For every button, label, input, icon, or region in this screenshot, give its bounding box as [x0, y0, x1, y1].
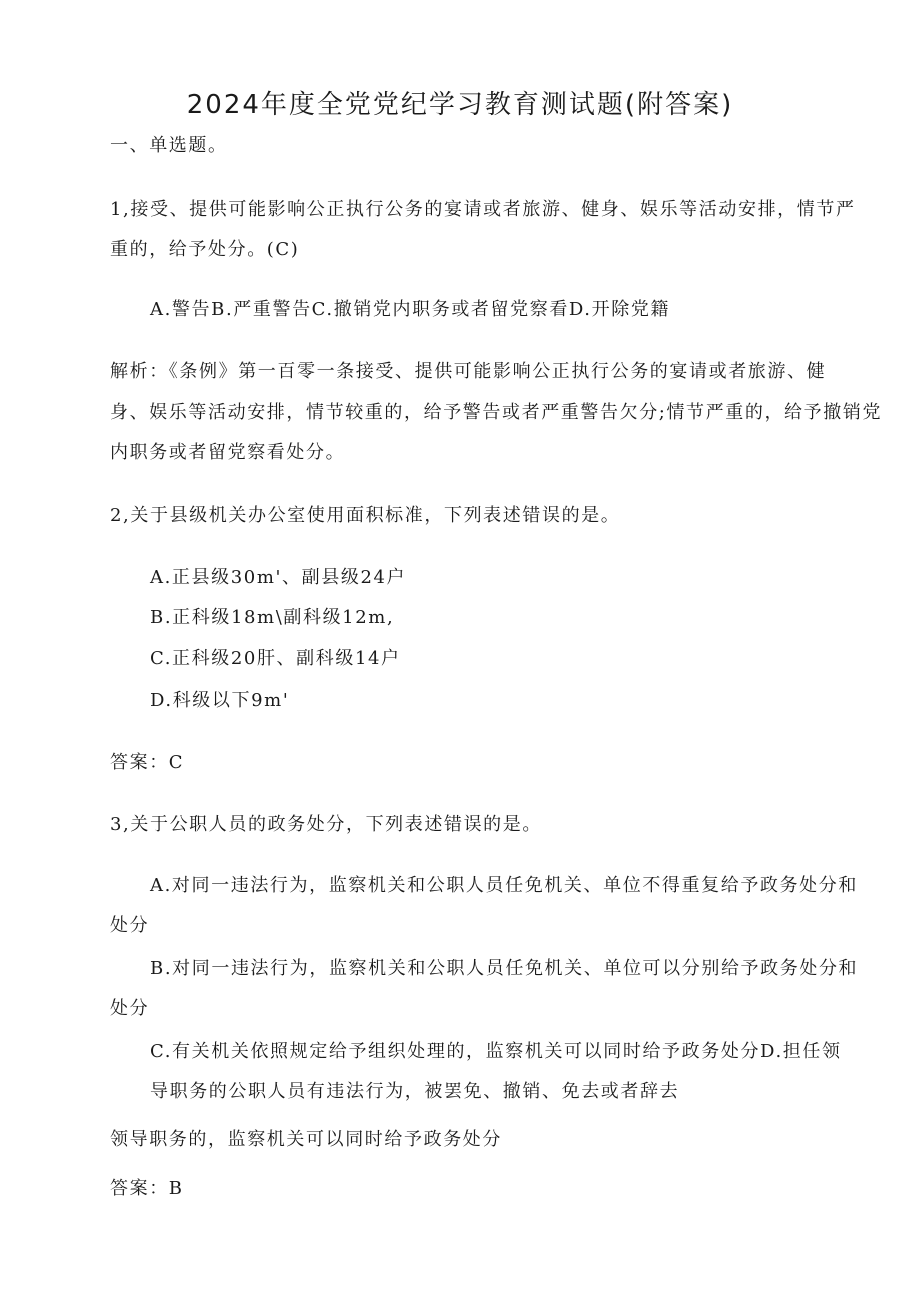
- question-3-option-b-line1: B.对同一违法行为，监察机关和公职人员任免机关、单位可以分别给予政务处分和: [150, 958, 859, 979]
- question-2-stem: 2,关于县级机关办公室使用面积标准，下列表述错误的是。: [110, 505, 621, 526]
- question-3-answer: 答案：B: [110, 1178, 184, 1199]
- question-1-options: A.警告B.严重警告C.撤销党内职务或者留党察看D.开除党籍: [150, 299, 671, 320]
- question-1-analysis-line1: 解析：《条例》第一百零一条接受、提供可能影响公正执行公务的宴请或者旅游、健: [110, 361, 827, 382]
- question-3-option-b-line2: 处分: [110, 998, 150, 1019]
- question-1-analysis-line3: 内职务或者留党察看处分。: [110, 442, 346, 463]
- question-2-option-a: A.正县级30m'、副县级24户: [150, 567, 407, 588]
- question-3-option-cd-line3: 领导职务的，监察机关可以同时给予政务处分: [110, 1129, 502, 1150]
- question-2-option-b: B.正科级18m\副科级12m,: [150, 607, 395, 628]
- question-3-option-cd-line2: 导职务的公职人员有违法行为，被罢免、撤销、免去或者辞去: [150, 1081, 680, 1102]
- question-1-stem-line1: 1,接受、提供可能影响公正执行公务的宴请或者旅游、健身、娱乐等活动安排，情节严: [110, 199, 856, 220]
- question-1-analysis-line2: 身、娱乐等活动安排，情节较重的，给予警告或者严重警告欠分;情节严重的，给予撤销党: [110, 402, 883, 423]
- question-3-option-cd-line1: C.有关机关依照规定给予组织处理的，监察机关可以同时给予政务处分D.担任领: [150, 1041, 842, 1062]
- question-3-option-a-line1: A.对同一违法行为，监察机关和公职人员任免机关、单位不得重复给予政务处分和: [150, 875, 858, 896]
- section-heading: 一、单选题。: [110, 135, 228, 156]
- question-2-option-c: C.正科级20肝、副科级14户: [150, 648, 401, 669]
- question-3-stem: 3,关于公职人员的政务处分，下列表述错误的是。: [110, 814, 542, 835]
- question-2-option-d: D.科级以下9m': [150, 690, 290, 711]
- question-2-answer: 答案：C: [110, 752, 185, 773]
- question-1-stem-line2: 重的，给予处分。(C): [110, 239, 300, 260]
- question-3-option-a-line2: 处分: [110, 915, 150, 936]
- page-title: 2024年度全党党纪学习教育测试题(附答案): [186, 90, 734, 120]
